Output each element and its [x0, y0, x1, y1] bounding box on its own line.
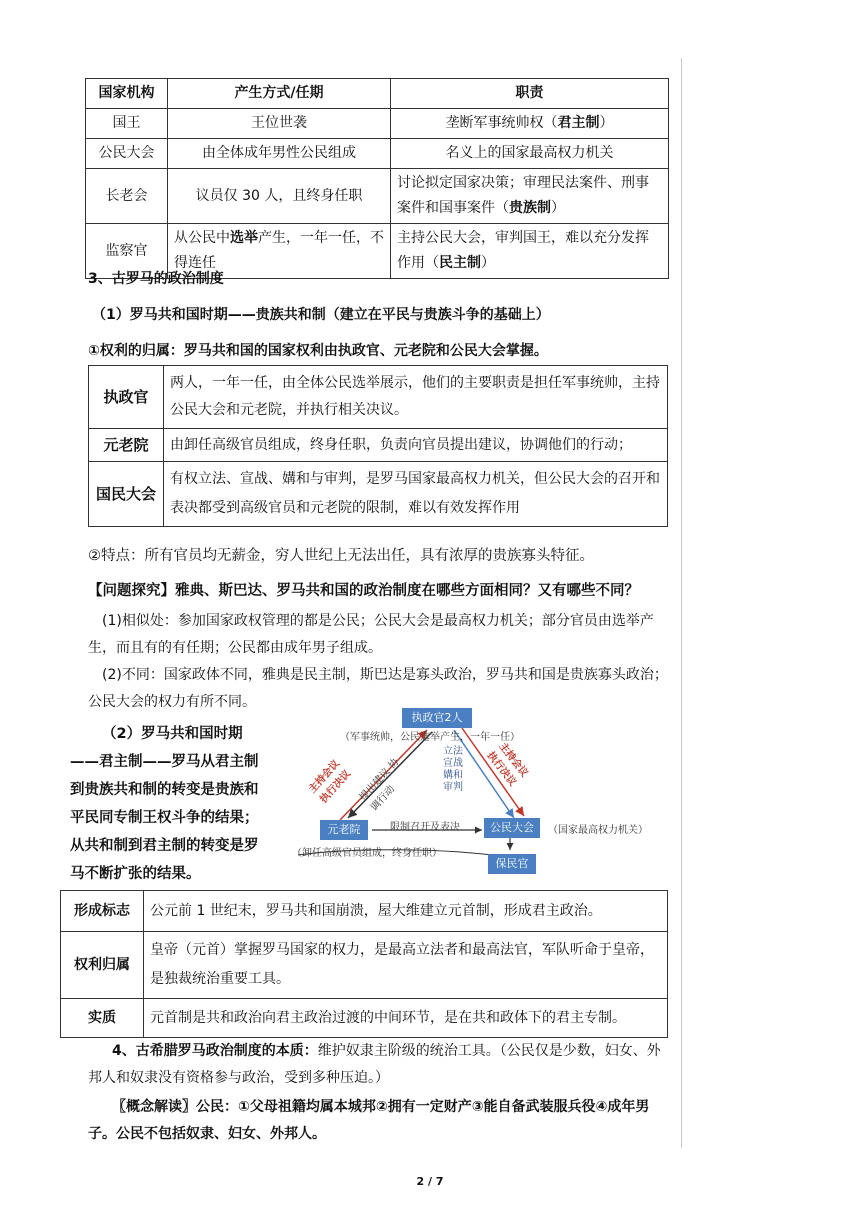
consul-box: 执政官2人 [402, 708, 472, 728]
desc-cell: 两人，一年一任，由全体公民选举展示，他们的主要职责是担任军事统帅，主持公民大会和元老院，并执行相关决议。 [164, 366, 668, 429]
explore-question: 【问题探究】雅典、斯巴达、罗马共和国的政治制度在哪些方面相同？又有哪些不同？ [88, 583, 639, 599]
concept [88, 1094, 668, 1148]
table-header: 职责 [391, 79, 669, 109]
roman-republic-diagram [292, 708, 672, 886]
method-text: 产生，一年一任，不得连任 [174, 230, 384, 271]
left-red-label: 主持会议 执行决议 [307, 758, 354, 806]
table-header-row [86, 79, 669, 109]
right-red-label: 主持会议 执行决议 [484, 740, 530, 789]
table-row [86, 169, 669, 224]
method-cell: 议员仅 30 人，且终身任职 [168, 169, 391, 224]
duty-text: 垄断军事统帅权（ [445, 115, 558, 131]
roman-republic-table [88, 365, 668, 527]
duty-text: 主持公民大会，审判国王，难以充分发挥作用（ [397, 230, 649, 271]
duty-text: 讨论拟定国家决策；审理民法案件、刑事案件和国事案件（ [397, 175, 649, 216]
table-header: 国家机构 [86, 79, 168, 109]
table-row [89, 462, 668, 527]
concept-lead: 〖概念解读〗公民： [112, 1099, 238, 1115]
method-cell: 由全体成年男性公民组成 [168, 139, 391, 169]
monarchy-text: （2）罗马共和国时期——君主制——罗马从君主制到贵族共和制的转变是贵族和平民同专制王权斗争的结果；从共和制到君主制的转变是罗马不断扩张的结果。 [70, 726, 259, 882]
explore-same [88, 608, 668, 662]
duty-end: ） [481, 255, 495, 271]
duty-bold: 贵族制 [509, 200, 551, 216]
tribune-box: 保民官 [488, 854, 536, 874]
duty-end: ） [551, 200, 565, 216]
org-cell: 国民大会 [89, 462, 164, 527]
greek-institutions-table [85, 78, 669, 279]
org-cell: 执政官 [89, 366, 164, 429]
middle-blue-label: 立法 宣战 媾和 审判 [443, 746, 463, 793]
section4-lead: 4、古希腊罗马政治制度的本质： [112, 1043, 318, 1059]
bottom-label: 限制召开及表决 [390, 822, 460, 833]
method-text: 从公民中 [174, 230, 230, 246]
consul-note: （军事统帅，公民选举产生，一年一任） [340, 732, 520, 743]
subsection-heading: （1）罗马共和国时期——贵族共和制（建立在平民与贵族斗争的基础上） [92, 307, 550, 323]
org-cell: 监察官 [86, 224, 168, 279]
table-row [89, 429, 668, 462]
table-row [86, 109, 669, 139]
duty-end: ） [599, 115, 614, 131]
org-cell: 国王 [86, 109, 168, 139]
page-number: 2 / 7 [416, 1175, 444, 1188]
method-cell: 王位世袭 [168, 109, 391, 139]
table-header: 产生方式/任期 [168, 79, 391, 109]
assembly-note: （国家最高权力机关） [548, 825, 648, 836]
desc-cell: 由卸任高级官员组成，终身任职，负责向官员提出建议，协调他们的行动； [164, 429, 668, 462]
section-heading: 3、古罗马的政治制度 [88, 271, 224, 287]
concept-text: ①父母祖籍均属本城邦②拥有一定财产③能自备武装服兵役④成年男子。公民不包括奴隶、妇女、外邦人。 [88, 1099, 650, 1142]
duty-cell [391, 109, 669, 139]
explore-diff-text: (2)不同：国家政体不同，雅典是民主制，斯巴达是寡头政治，罗马共和国是贵族寡头政治；公民大会的权力有所不同。 [88, 667, 668, 710]
table-row [61, 891, 668, 932]
power-line: ①权利的归属：罗马共和国的国家权利由执政官、元老院和公民大会掌握。 [88, 343, 548, 359]
duty-cell: 名义上的国家最高权力机关 [391, 139, 669, 169]
duty-bold: 君主制 [557, 115, 600, 131]
org-cell: 长老会 [86, 169, 168, 224]
features-line: ②特点：所有官员均无薪金，穷人世纪上无法出任，具有浓厚的贵族寡头特征。 [88, 548, 594, 564]
table-row [89, 366, 668, 429]
assembly-box: 公民大会 [484, 818, 540, 838]
monarchy-paragraph [70, 720, 270, 888]
desc-cell: 皇帝（元首）掌握罗马国家的权力，是最高立法者和最高法官，军队听命于皇帝，是独裁统治重要工具。 [144, 932, 668, 999]
roman-empire-table [60, 890, 668, 1038]
desc-cell: 公元前 1 世纪末，罗马共和国崩溃，屋大维建立元首制，形成君主政治。 [144, 891, 668, 932]
table-row [86, 139, 669, 169]
duty-cell [391, 224, 669, 279]
explore-same-text: (1)相似处：参加国家政权管理的都是公民；公民大会是最高权力机关；部分官员由选举产生，而且有的有任期；公民都由成年男子组成。 [88, 613, 654, 656]
org-cell: 元老院 [89, 429, 164, 462]
method-bold: 选举 [230, 230, 258, 246]
desc-cell: 有权立法、宣战、媾和与审判，是罗马国家最高权力机关，但公民大会的召开和表决都受到高级官员和元老院的限制，难以有效发挥作用 [164, 462, 668, 527]
table-row [61, 999, 668, 1038]
label-cell: 权利归属 [61, 932, 144, 999]
label-cell: 形成标志 [61, 891, 144, 932]
senate-box: 元老院 [320, 820, 368, 840]
page-margin-line [681, 58, 682, 1148]
label-cell: 实质 [61, 999, 144, 1038]
duty-bold: 民主制 [439, 255, 481, 271]
org-cell: 公民大会 [86, 139, 168, 169]
section4 [88, 1038, 668, 1092]
table-row [61, 932, 668, 999]
section4-text: 维护奴隶主阶级的统治工具。（公民仅是少数，妇女、外邦人和奴隶没有资格参与政治，受到多种压迫。） [88, 1043, 661, 1086]
desc-cell: 元首制是共和政治向君主政治过渡的中间环节，是在共和政体下的君主专制。 [144, 999, 668, 1038]
left-black-label: 提出建议 协调行动 [357, 756, 402, 814]
duty-cell [391, 169, 669, 224]
senate-note: （卸任高级官员组成，终身任职） [292, 848, 442, 859]
